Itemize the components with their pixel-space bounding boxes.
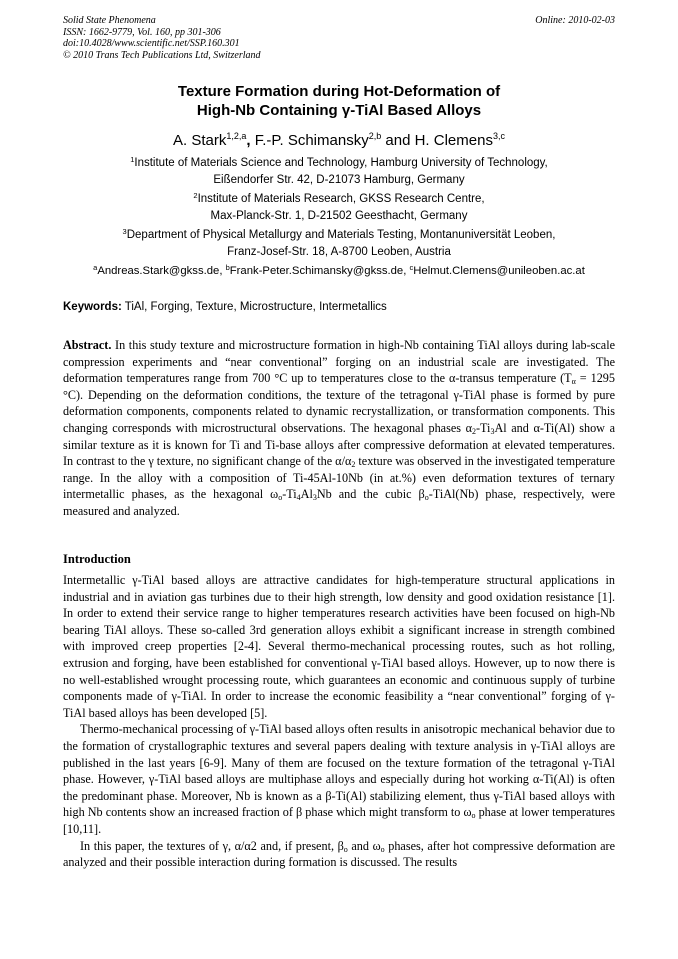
section-heading-introduction: Introduction xyxy=(63,552,131,566)
email-sup: a xyxy=(93,263,98,272)
paragraph: Intermetallic γ-TiAl based alloys are attractive candidates for high-temperature structural applications in industrial and in aviation gas turbines due to their high strength, low density and good oxidation resistance [1]. In order to extend their service range to higher temperatures research activities have been focused on high-Nb bearing TiAl alloys. These so-called 3rd generation alloys exhibit a significant increase in strength combined with improved creep properties [2-4]. Several thermo-mechanical processing routes, such as hot rolling, extrusion and forging, have been established for conventional γ-TiAl based alloys. However, up to now there is no well-established wrought processing route, which guarantees an economic and continuous supply of turbine components made of γ-TiAl. In order to increase the economic feasibility a “near conventional” forging of γ-TiAl based alloys has been developed [5]. xyxy=(63,573,615,720)
email-separator: , xyxy=(403,265,410,277)
keywords-text: TiAl, Forging, Texture, Microstructure, Intermetallics xyxy=(121,301,387,313)
subscript: 4 xyxy=(296,493,301,503)
email-sup: b xyxy=(225,263,230,272)
copyright-line: © 2010 Trans Tech Publications Ltd, Switzerland xyxy=(63,49,261,61)
abstract-text: Nb and the cubic β xyxy=(316,487,425,502)
abstract xyxy=(63,337,615,520)
paragraph-text: In this paper, the textures of γ, α/α2 and, if present, β xyxy=(80,838,344,853)
issn-line: ISSN: 1662-9779, Vol. 160, pp 301-306 xyxy=(63,26,221,38)
subscript: o xyxy=(471,811,476,821)
paragraph xyxy=(63,721,615,837)
affiliation-2 xyxy=(63,191,615,224)
abstract-text: -Ti xyxy=(475,420,491,435)
affiliation-number: 2 xyxy=(193,191,198,200)
email-separator: , xyxy=(219,265,226,277)
keywords-label: Keywords: xyxy=(63,301,122,313)
author-name: H. Clemens xyxy=(414,132,493,149)
affiliation-number: 1 xyxy=(130,155,135,164)
abstract-text: = 1295 °C). Depending on the deformation conditions, the texture of the tetragonal γ-TiAl phase is formed by pure deformation components, components related to dynamic recrystallization, or transformation components. This changing corresponds with microstructural observations. The hexagonal phases α xyxy=(63,371,615,435)
email-address: Helmut.Clemens@unileoben.ac.at xyxy=(413,265,585,277)
affiliation-number: 3 xyxy=(122,227,127,236)
author-sup: 1,2,a xyxy=(226,131,247,141)
author-sup: 2,b xyxy=(368,131,382,141)
subscript: o xyxy=(343,844,348,854)
abstract-text: Al and α-Ti(Al) show a similar texture as it is known for Ti and Ti-base alloys after compressive deformation at elevated temperatures. In contrast to the γ texture, no significant change of the α/α xyxy=(63,420,616,469)
paper-title xyxy=(63,82,615,120)
subscript: o xyxy=(424,493,429,503)
author-separator: , xyxy=(246,132,255,149)
abstract-text: -TiAl(Nb) phase, respectively, were measured and analyzed. xyxy=(63,487,615,518)
journal-name: Solid State Phenomena xyxy=(63,15,156,26)
abstract-text: Al xyxy=(300,487,313,502)
subscript: 2 xyxy=(471,426,476,436)
affiliation-line: Institute of Materials Research, GKSS Research Centre, xyxy=(197,193,485,205)
paragraph-text: and ω xyxy=(347,838,381,853)
email-sup: c xyxy=(409,263,414,272)
paragraph-text: Thermo-mechanical processing of γ-TiAl based alloys often results in anisotropic mechanical behavior due to the formation of crystallographic textures and several papers dealing with texture analysis in γ-TiAl alloys are published in the last years [6-9]. Many of them are focused on the texture formation of the tetragonal γ-TiAl phase. However, γ-TiAl based alloys are multiphase alloys and especially during hot working α-Ti(Al) is often the predominant phase. Moreover, Nb is known as a β-Ti(Al) stabilizing element, thus γ-TiAl based alloys with high Nb contents show an increased fraction of β phase which might transform to ω xyxy=(63,722,615,820)
author-name: A. Stark xyxy=(173,132,227,149)
online-date: Online: 2010-02-03 xyxy=(535,15,615,26)
subscript: 2 xyxy=(351,460,356,470)
affiliation-line: Department of Physical Metallurgy and Materials Testing, Montanuniversität Leoben, xyxy=(126,229,556,241)
email-address: Frank-Peter.Schimansky@gkss.de xyxy=(229,265,404,277)
abstract-text: texture was observed in the investigated temperature range. In the alloy with a composition of Ti-45Al-10Nb (in at.%) even deformation textures of ternary intermetallic phases, as the hexagonal ω xyxy=(63,454,615,502)
title-line-1: Texture Formation during Hot-Deformation of xyxy=(177,83,501,100)
subscript: 3 xyxy=(490,426,495,436)
subscript: 3 xyxy=(312,493,317,503)
subscript: α xyxy=(571,377,576,387)
title-line-2: High-Nb Containing γ-TiAl Based Alloys xyxy=(196,102,482,119)
abstract-label: Abstract. xyxy=(63,338,112,352)
subscript: o xyxy=(380,844,385,854)
subscript: o xyxy=(278,493,283,503)
author-name: F.-P. Schimansky xyxy=(254,132,369,149)
affiliation-line: Institute of Materials Science and Technology, Hamburg University of Technology, xyxy=(134,157,548,169)
abstract-text: In this study texture and microstructure formation in high-Nb containing TiAl alloys during lab-scale compression experiments and “near conventional” forging on an industrial scale are investigated. The deformation temperatures range from 700 °C up to temperatures close to the α-transus temperature (T xyxy=(63,338,615,386)
paragraph-text: phases, after hot compressive deformation are analyzed and their possible interaction during formation is discussed. The results xyxy=(63,838,616,870)
paragraph-text: phase at lower temperatures [10,11]. xyxy=(63,805,616,836)
author-emails xyxy=(63,263,615,279)
introduction-body xyxy=(63,572,615,871)
email-address: Andreas.Stark@gkss.de xyxy=(97,265,220,277)
affiliation-line: Eißendorfer Str. 42, D-21073 Hamburg, Germany xyxy=(213,173,465,186)
author-separator: and xyxy=(381,132,415,149)
affiliation-3 xyxy=(63,227,615,260)
keywords xyxy=(63,299,615,315)
author-list xyxy=(63,131,615,150)
affiliation-1 xyxy=(63,155,615,188)
doi-line: doi:10.4028/www.scientific.net/SSP.160.301 xyxy=(63,38,240,49)
journal-header xyxy=(63,15,615,61)
abstract-text: -Ti xyxy=(282,487,297,502)
affiliation-line: Max-Planck-Str. 1, D-21502 Geesthacht, Germany xyxy=(210,209,468,222)
paragraph xyxy=(63,838,615,871)
author-sup: 3,c xyxy=(492,131,505,141)
affiliation-line: Franz-Josef-Str. 18, A-8700 Leoben, Austria xyxy=(227,245,451,258)
